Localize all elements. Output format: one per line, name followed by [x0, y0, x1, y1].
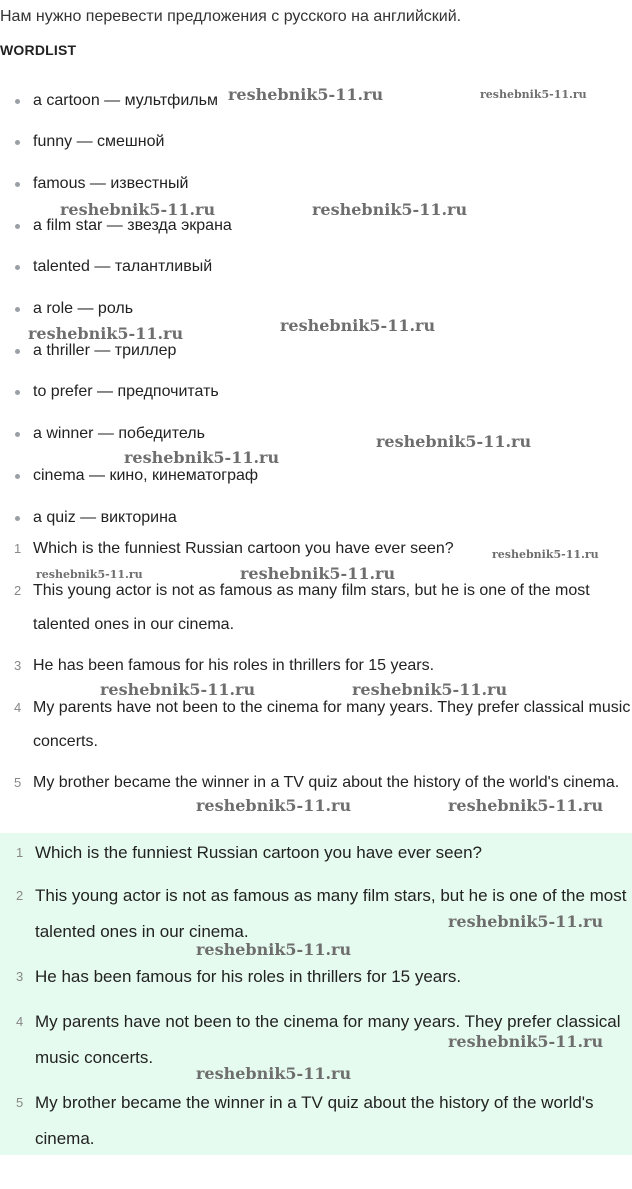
bullet-icon — [15, 99, 20, 104]
watermark: reshebnik5-11.ru — [480, 88, 587, 101]
intro-text: Нам нужно перевести предложения с русского на английский. — [0, 8, 462, 25]
wordlist-item-text: a winner — победитель — [33, 425, 205, 442]
wordlist-item-text: a thriller — триллер — [33, 342, 177, 359]
watermark: reshebnik5-11.ru — [100, 680, 256, 699]
bullet-icon — [15, 182, 20, 187]
wordlist-heading: WORDLIST — [0, 42, 77, 58]
watermark: reshebnik5-11.ru — [228, 85, 384, 104]
answer-text: My parents have not been to the cinema for many years. They prefer classical music concerts. — [35, 1012, 621, 1067]
watermark: reshebnik5-11.ru — [312, 200, 468, 219]
watermark: reshebnik5-11.ru — [196, 1064, 352, 1083]
watermark: reshebnik5-11.ru — [240, 564, 396, 583]
wordlist-item-text: a quiz — викторина — [33, 509, 177, 526]
task-text: My brother became the winner in a TV quiz about the history of the world's cinema. — [33, 774, 620, 791]
bullet-icon — [15, 349, 20, 354]
task-text: This young actor is not as famous as many film stars, but he is one of the most talented ones in our cinema. — [33, 582, 590, 633]
task-number: 2 — [14, 583, 22, 598]
wordlist-item-text: funny — смешной — [33, 133, 165, 150]
wordlist-item-text: talented — талантливый — [33, 258, 213, 275]
answer-text: This young actor is not as famous as many film stars, but he is one of the most talented ones in our cinema. — [35, 886, 627, 941]
task-text: He has been famous for his roles in thrillers for 15 years. — [33, 657, 435, 674]
wordlist-item-text: a role — роль — [33, 300, 134, 317]
task-number: 1 — [14, 541, 22, 556]
answer-number: 1 — [16, 845, 24, 860]
bullet-icon — [15, 474, 20, 479]
task-number: 4 — [14, 700, 22, 715]
bullet-icon — [15, 516, 20, 521]
answer-number: 3 — [16, 969, 24, 984]
watermark: reshebnik5-11.ru — [280, 316, 436, 335]
watermark: reshebnik5-11.ru — [124, 448, 280, 467]
watermark: reshebnik5-11.ru — [352, 680, 508, 699]
watermark: reshebnik5-11.ru — [448, 912, 604, 931]
watermark: reshebnik5-11.ru — [28, 324, 184, 343]
watermark: reshebnik5-11.ru — [60, 200, 216, 219]
watermark: reshebnik5-11.ru — [196, 940, 352, 959]
wordlist-item-text: a film star — звезда экрана — [33, 217, 232, 234]
wordlist-item-text: to prefer — предпочитать — [33, 383, 219, 400]
wordlist-item-text: a cartoon — мультфильм — [33, 92, 218, 109]
bullet-icon — [15, 390, 20, 395]
answer-text: He has been famous for his roles in thrillers for 15 years. — [35, 967, 462, 986]
bullet-icon — [15, 307, 20, 312]
answer-text: Which is the funniest Russian cartoon you have ever seen? — [35, 843, 482, 862]
watermark: reshebnik5-11.ru — [448, 1032, 604, 1051]
wordlist-item-text: famous — известный — [33, 175, 189, 192]
watermark: reshebnik5-11.ru — [36, 568, 143, 581]
task-number: 3 — [14, 658, 22, 673]
task-text: Which is the funniest Russian cartoon you have ever seen? — [33, 540, 454, 557]
watermark: reshebnik5-11.ru — [376, 432, 532, 451]
answer-text: My brother became the winner in a TV quiz about the history of the world's cinema. — [35, 1093, 594, 1148]
answers-panel — [0, 833, 632, 1155]
bullet-icon — [15, 432, 20, 437]
wordlist-item-text: cinema — кино, кинематограф — [33, 467, 259, 484]
watermark: reshebnik5-11.ru — [448, 796, 604, 815]
task-text: My parents have not been to the cinema for many years. They prefer classical music concerts. — [33, 699, 631, 750]
watermark: reshebnik5-11.ru — [196, 796, 352, 815]
answer-number: 2 — [16, 888, 24, 903]
task-number: 5 — [14, 775, 22, 790]
bullet-icon — [15, 265, 20, 270]
watermark: reshebnik5-11.ru — [492, 548, 599, 561]
answer-number: 4 — [16, 1014, 24, 1029]
bullet-icon — [15, 224, 20, 229]
answer-number: 5 — [16, 1095, 24, 1110]
bullet-icon — [15, 140, 20, 145]
